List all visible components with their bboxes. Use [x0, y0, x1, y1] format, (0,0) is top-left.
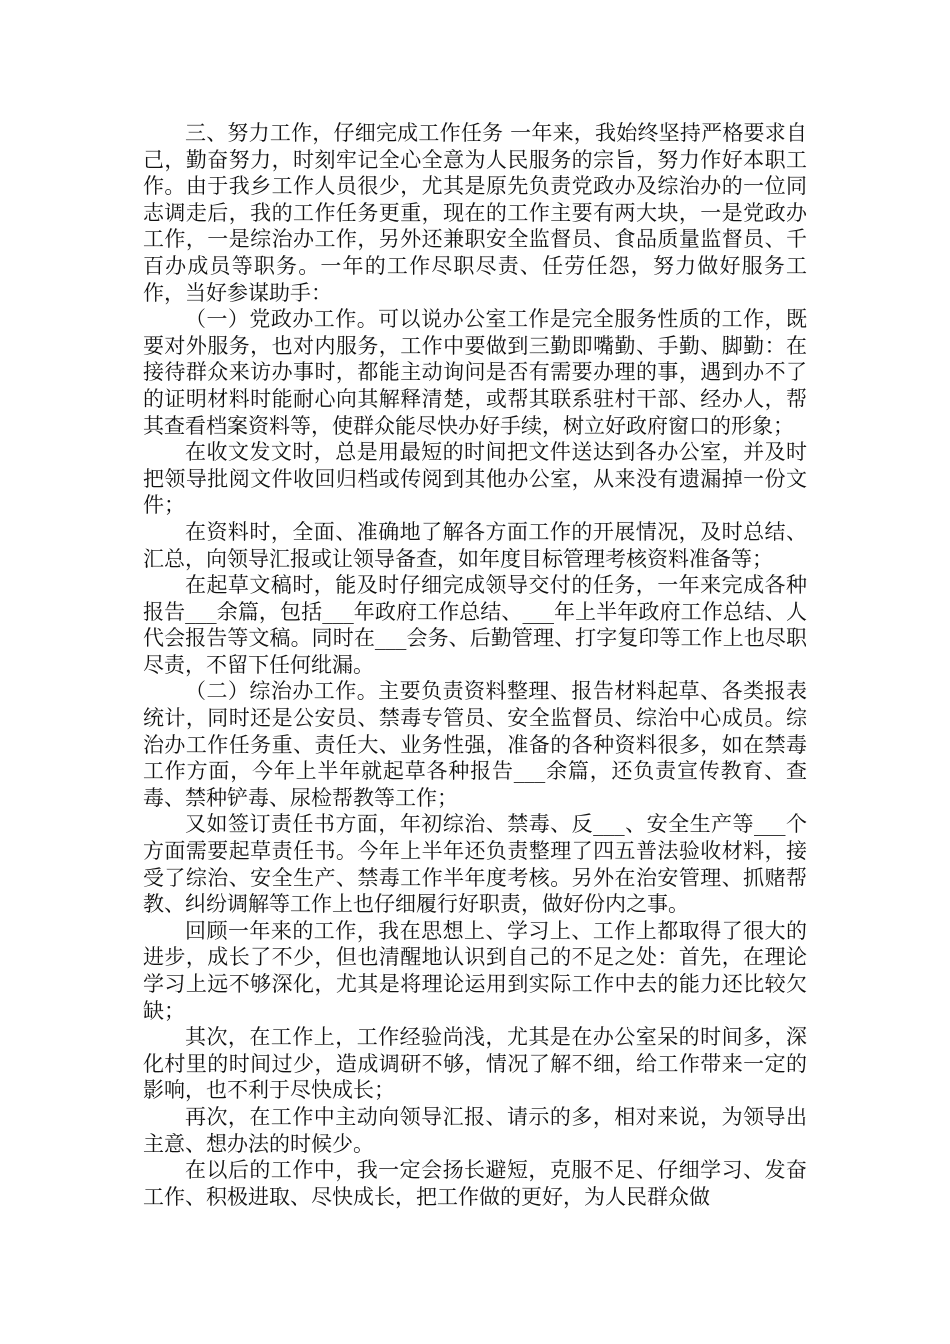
paragraph-section-three: 三、努力工作，仔细完成工作任务 一年来，我始终坚持严格要求自己，勤奋努力，时刻牢记全心全意为人民服务的宗旨，努力作好本职工作。由于我乡工作人员很少，尤其是原先负责党政办及综治办的一位同志调走后，我的工作任务更重，现在的工作主要有两大块，一是党政办工作，一是综治办工作，另外还兼职安全监督员、食品质量监督员、千百办成员等职务。一年的工作尽职尽责、任劳任怨，努力做好服务工作，当好参谋助手： [143, 121, 807, 305]
paragraph-future: 在以后的工作中，我一定会扬长避短，克服不足、仔细学习、发奋工作、积极进取、尽快成长，把工作做的更好，为人民群众做 [143, 1158, 807, 1209]
paragraph-materials: 在资料时，全面、准确地了解各方面工作的开展情况，及时总结、汇总，向领导汇报或让领导备查，如年度目标管理考核资料准备等； [143, 519, 807, 571]
paragraph-secondly: 其次，在工作上，工作经验尚浅，尤其是在办公室呆的时间多，深化村里的时间过少，造成调研不够，情况了解不细，给工作带来一定的影响，也不利于尽快成长； [143, 1025, 807, 1103]
paragraph-drafting: 在起草文稿时，能及时仔细完成领导交付的任务，一年来完成各种报告___余篇，包括___年政府工作总结、___年上半年政府工作总结、人代会报告等文稿。同时在___会务、后勤管理、打字复印等工作上也尽职尽责，不留下任何纰漏。 [143, 573, 807, 677]
paragraph-thirdly: 再次，在工作中主动向领导汇报、请示的多，相对来说，为领导出主意、想办法的时候少。 [143, 1104, 807, 1156]
document-body [143, 120, 807, 1210]
paragraph-party-office: （一）党政办工作。可以说办公室工作是完全服务性质的工作，既要对外服务，也对内服务，工作中要做到三勤即嘴勤、手勤、脚勤：在接待群众来访办事时，都能主动询问是否有需要办理的事，遇到办不了的证明材料时能耐心向其解释清楚，或帮其联系驻村干部、经办人，帮其查看档案资料等，使群众能尽快办好手续，树立好政府窗口的形象； [143, 307, 807, 438]
paragraph-comprehensive-office: （二）综治办工作。主要负责资料整理、报告材料起草、各类报表统计，同时还是公安员、禁毒专管员、安全监督员、综治中心成员。综治办工作任务重、责任大、业务性强，准备的各种资料很多，如在禁毒工作方面，今年上半年就起草各种报告___余篇，还负责宣传教育、查毒、禁种铲毒、尿检帮教等工作； [143, 679, 807, 810]
paragraph-document-dispatch: 在收文发文时，总是用最短的时间把文件送达到各办公室，并及时把领导批阅文件收回归档或传阅到其他办公室，从来没有遗漏掉一份文件； [143, 440, 807, 518]
paragraph-review: 回顾一年来的工作，我在思想上、学习上、工作上都取得了很大的进步，成长了不少，但也清醒地认识到自己的不足之处：首先，在理论学习上远不够深化，尤其是将理论运用到实际工作中去的能力还比较欠缺； [143, 918, 807, 1023]
paragraph-responsibility-letters: 又如签订责任书方面，年初综治、禁毒、反___、安全生产等___个方面需要起草责任书。今年上半年还负责整理了四五普法验收材料，接受了综治、安全生产、禁毒工作半年度考核。另外在治安管理、抓赌帮教、纠纷调解等工作上也仔细履行好职责，做好份内之事。 [143, 812, 807, 917]
